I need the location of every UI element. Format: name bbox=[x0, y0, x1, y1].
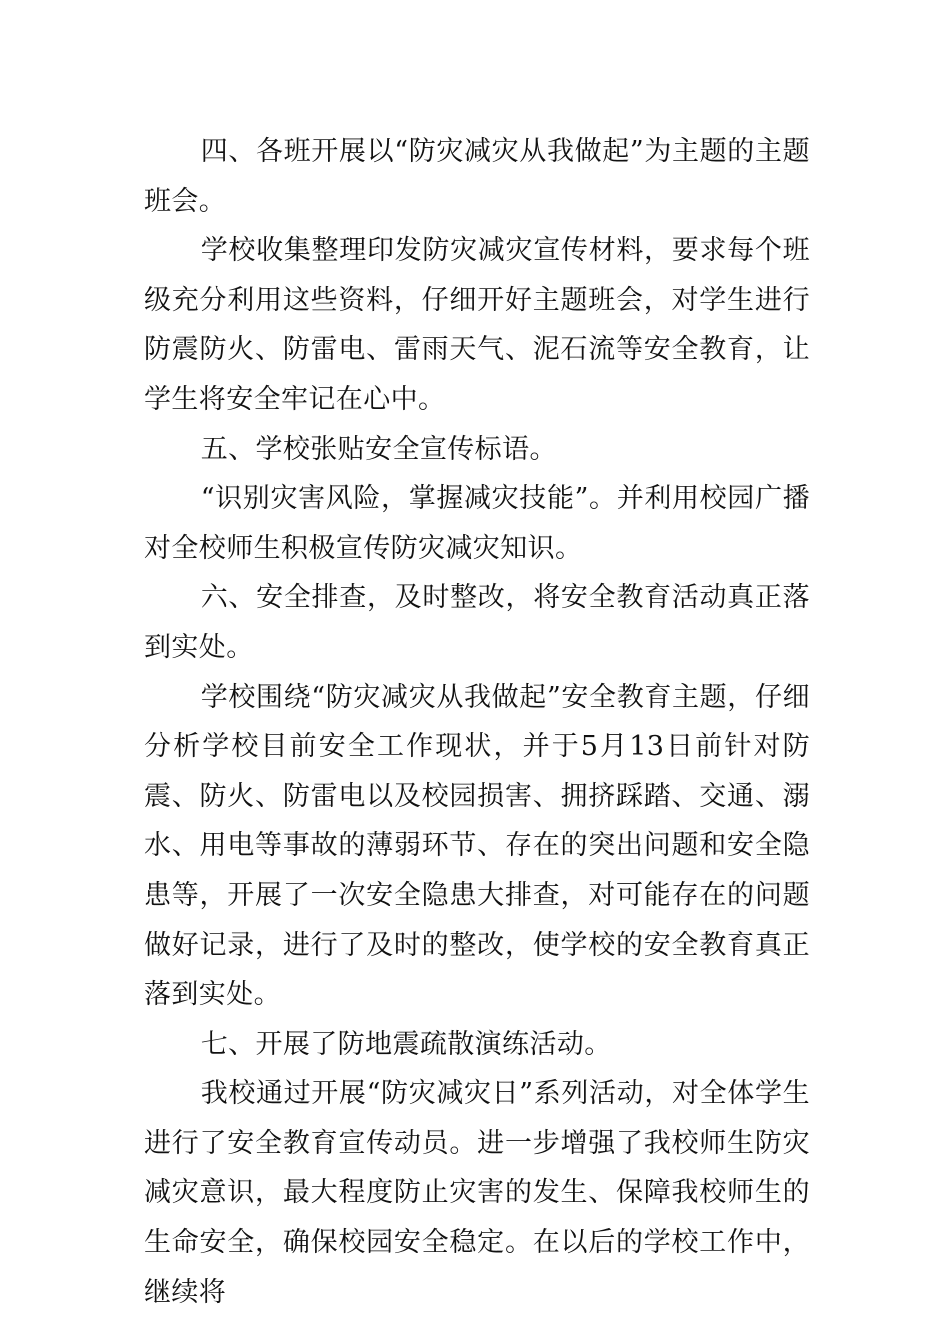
paragraph-class-meeting-detail: 学校收集整理印发防灾减灾宣传材料，要求每个班级充分利用这些资料，仔细开好主题班会，对学生进行防震防火、防雷电、雷雨天气、泥石流等安全教育，让学生将安全牢记在心中。 bbox=[144, 235, 810, 415]
paragraph-drill-detail: 我校通过开展“防灾减灾日”系列活动，对全体学生进行了安全教育宣传动员。进一步增强了我校师生防灾减灾意识，最大程度防止灾害的发生、保障我校师生的生命安全，确保校园安全稳定。在以后的学校工作中，继续将 bbox=[144, 1078, 810, 1308]
paragraph-section-six-heading: 六、安全排查，及时整改，将安全教育活动真正落到实处。 bbox=[144, 582, 810, 663]
paragraph-section-four-heading: 四、各班开展以“防灾减灾从我做起”为主题的主题班会。 bbox=[144, 136, 810, 217]
document-body bbox=[144, 127, 810, 1317]
paragraph-section-five-heading: 五、学校张贴安全宣传标语。 bbox=[200, 433, 557, 465]
paragraph-section-seven-heading: 七、开展了防地震疏散演练活动。 bbox=[200, 1028, 612, 1060]
paragraph-inspection-detail: 学校围绕“防灾减灾从我做起”安全教育主题，仔细分析学校目前安全工作现状，并于5月13日前针对防震、防火、防雷电以及校园损害、拥挤踩踏、交通、溺水、用电等事故的薄弱环节、存在的突出问题和安全隐患等，开展了一次安全隐患大排查，对可能存在的问题做好记录，进行了及时的整改，使学校的安全教育真正落到实处。 bbox=[144, 681, 810, 1011]
paragraph-slogan-detail: “识别灾害风险，掌握减灾技能”。并利用校园广播对全校师生积极宣传防灾减灾知识。 bbox=[144, 483, 810, 564]
